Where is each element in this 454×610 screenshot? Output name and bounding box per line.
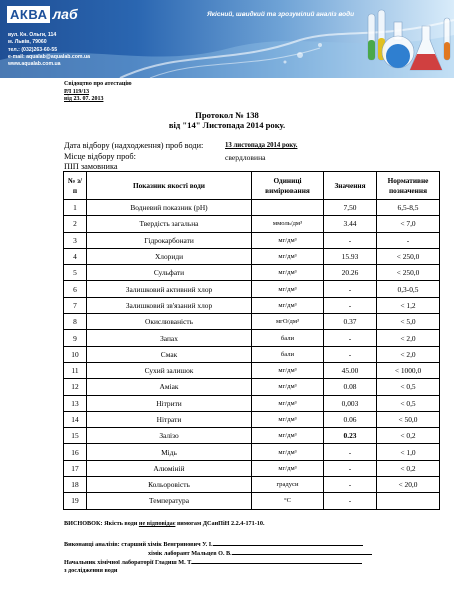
cell-value: -	[324, 460, 377, 476]
cell-number: 6	[64, 281, 87, 297]
table-row	[64, 248, 440, 264]
table-body	[64, 200, 440, 510]
slogan: Якісний, швидкий та зрозумілий аналіз води	[207, 11, 355, 18]
cell-value: 20.26	[324, 265, 377, 281]
protocol-title: Протокол № 138	[195, 110, 259, 120]
cell-unit: мг/дм³	[252, 428, 324, 444]
cell-indicator: Нітрати	[87, 411, 252, 427]
cell-unit: бали	[252, 346, 324, 362]
cell-value: -	[324, 232, 377, 248]
cell-norm: < 1,0	[377, 444, 440, 460]
cell-norm: < 7,0	[377, 216, 440, 232]
header-indicator: Показник якості води	[87, 172, 252, 200]
cell-indicator: Мідь	[87, 444, 252, 460]
cell-unit: мг/дм³	[252, 265, 324, 281]
cell-number: 5	[64, 265, 87, 281]
cell-value: -	[324, 297, 377, 313]
cell-unit: градуси	[252, 477, 324, 493]
table-row	[64, 216, 440, 232]
cell-number: 9	[64, 330, 87, 346]
table-row	[64, 362, 440, 378]
cell-indicator: Залізо	[87, 428, 252, 444]
cell-indicator: Окислюваність	[87, 314, 252, 330]
cell-unit: мг/дм³	[252, 395, 324, 411]
cell-norm: -	[377, 232, 440, 248]
table-row	[64, 460, 440, 476]
signature-line	[213, 540, 363, 546]
signature-lab-head	[64, 558, 362, 566]
address-city: м. Львів, 79060	[8, 39, 47, 46]
cell-value: 0.06	[324, 411, 377, 427]
cell-unit: мг/дм³	[252, 411, 324, 427]
cell-unit	[252, 200, 324, 216]
cell-norm: < 0,5	[377, 379, 440, 395]
cell-unit: ммоль/дм³	[252, 216, 324, 232]
cell-number: 3	[64, 232, 87, 248]
address-street: вул. Кн. Ольги, 114	[8, 32, 57, 38]
sampling-date-value: 13 листопада 2014 року.	[225, 142, 298, 149]
cell-indicator: Водневий показник (pH)	[87, 200, 252, 216]
signature-lab-head-text: Начальник хімічної лабораторії Гладиш М. Т.	[64, 559, 193, 566]
table-row	[64, 314, 440, 330]
cell-unit: мг/дм³	[252, 460, 324, 476]
cell-unit: мг/дм³	[252, 232, 324, 248]
cell-value: -	[324, 346, 377, 362]
cell-unit: мгО/дм³	[252, 314, 324, 330]
conclusion	[64, 520, 265, 527]
letterhead-banner	[0, 0, 454, 78]
website: www.aqualab.com.ua	[8, 61, 61, 68]
cell-value: 0.37	[324, 314, 377, 330]
cell-value: 45.00	[324, 362, 377, 378]
cell-value: -	[324, 477, 377, 493]
cell-indicator: Аміак	[87, 379, 252, 395]
cell-number: 15	[64, 428, 87, 444]
cell-indicator: Хлориди	[87, 248, 252, 264]
cell-norm: 6,5-8,5	[377, 200, 440, 216]
cell-norm: < 1,2	[377, 297, 440, 313]
logo-text: АКВА	[7, 6, 50, 23]
results-table	[63, 171, 440, 510]
cell-unit: мг/дм³	[252, 379, 324, 395]
header-norm: Нормативне позначення	[377, 172, 440, 200]
table-row	[64, 477, 440, 493]
cell-number: 12	[64, 379, 87, 395]
table-row	[64, 444, 440, 460]
cell-number: 17	[64, 460, 87, 476]
cell-indicator: Смак	[87, 346, 252, 362]
cell-norm: < 0,5	[377, 395, 440, 411]
cell-number: 1	[64, 200, 87, 216]
cell-norm: < 1000,0	[377, 362, 440, 378]
cell-number: 11	[64, 362, 87, 378]
table-row	[64, 346, 440, 362]
cell-number: 2	[64, 216, 87, 232]
table-row	[64, 428, 440, 444]
cell-norm: < 250,0	[377, 265, 440, 281]
cell-unit: мг/дм³	[252, 281, 324, 297]
certificate-label: Свідоцтво про атестацію	[64, 81, 132, 87]
cell-indicator: Залишковий зв'язаний хлор	[87, 297, 252, 313]
table-row	[64, 493, 440, 509]
cell-value: 0,003	[324, 395, 377, 411]
protocol-date: від "14" Листопада 2014 року.	[168, 120, 286, 130]
cell-value: 7,50	[324, 200, 377, 216]
cell-indicator: Сухий залишок	[87, 362, 252, 378]
header-units: Одиниці вимірювання	[252, 172, 324, 200]
signature-senior-chemist	[64, 540, 363, 548]
table-row	[64, 265, 440, 281]
sampling-place-value: свердловина	[225, 153, 266, 162]
cell-number: 16	[64, 444, 87, 460]
header-number: № з/п	[64, 172, 87, 200]
cell-indicator: Твердість загальна	[87, 216, 252, 232]
cell-norm: < 5,0	[377, 314, 440, 330]
conclusion-prefix: ВИСНОВОК: Якість води	[64, 520, 139, 527]
brand-logo	[7, 5, 78, 23]
table-row	[64, 232, 440, 248]
cell-norm: < 250,0	[377, 248, 440, 264]
table-row	[64, 297, 440, 313]
table-row	[64, 395, 440, 411]
table-row	[64, 330, 440, 346]
cell-unit: бали	[252, 330, 324, 346]
contact-block	[8, 32, 90, 68]
conclusion-emphasis: не відповідає	[138, 520, 176, 527]
sampling-place-label: Місце відбору проб:	[64, 152, 136, 161]
cell-value: -	[324, 493, 377, 509]
lab-flasks-icon	[360, 4, 452, 76]
cell-value: 3.44	[324, 216, 377, 232]
cell-norm: < 2,0	[377, 346, 440, 362]
cell-indicator: Нітрити	[87, 395, 252, 411]
cell-number: 8	[64, 314, 87, 330]
cell-indicator: Температура	[87, 493, 252, 509]
table-row	[64, 200, 440, 216]
table-row	[64, 379, 440, 395]
cell-indicator: Залишковий активний хлор	[87, 281, 252, 297]
cell-unit: мг/дм³	[252, 248, 324, 264]
signature-senior-chemist-text: Виконавці аналізів: старший хімік Венгринович У. І.	[64, 541, 213, 548]
cell-value: -	[324, 444, 377, 460]
cell-indicator: Алюміній	[87, 460, 252, 476]
cell-norm	[377, 493, 440, 509]
table-header-row	[64, 172, 440, 200]
table-row	[64, 411, 440, 427]
cell-indicator: Кольоровість	[87, 477, 252, 493]
cell-norm: < 0,2	[377, 460, 440, 476]
cell-number: 4	[64, 248, 87, 264]
cell-norm: < 2,0	[377, 330, 440, 346]
cell-norm: < 0,2	[377, 428, 440, 444]
table-row	[64, 281, 440, 297]
sampling-date-label: Дата відбору (надходження) проб води:	[64, 141, 204, 150]
certificate-number: РЛ 119/13	[64, 88, 90, 95]
cell-norm: 0,3-0,5	[377, 281, 440, 297]
logo-suffix: лаб	[52, 5, 78, 22]
signature-lab-chemist	[148, 549, 372, 557]
cell-indicator: Сульфати	[87, 265, 252, 281]
cell-value: -	[324, 281, 377, 297]
cell-norm: < 20,0	[377, 477, 440, 493]
customer-label: ПІП замовника	[64, 162, 118, 171]
cell-unit: мг/дм³	[252, 297, 324, 313]
email: e-mail: aqualab@aqualab.com.ua	[8, 53, 91, 60]
cell-number: 10	[64, 346, 87, 362]
cell-number: 13	[64, 395, 87, 411]
phone: тел.: (032)263-60-55	[8, 46, 58, 53]
cell-indicator: Запах	[87, 330, 252, 346]
cell-norm: < 50,0	[377, 411, 440, 427]
cell-unit: °С	[252, 493, 324, 509]
cell-value: 0.08	[324, 379, 377, 395]
cell-value: 0.23	[324, 428, 377, 444]
cell-value: 15.93	[324, 248, 377, 264]
cell-value: -	[324, 330, 377, 346]
cell-number: 7	[64, 297, 87, 313]
header-value: Значення	[324, 172, 377, 200]
certificate-date: від 23. 07. 2013	[64, 96, 104, 103]
conclusion-suffix: вимогам ДСанПіН 2.2.4-171-10.	[175, 520, 265, 527]
signature-line	[232, 549, 372, 555]
cell-unit: мг/дм³	[252, 444, 324, 460]
signature-lab-chemist-text: хімік лаборант Мальцев О. В.	[148, 550, 232, 557]
certificate-block	[64, 81, 132, 104]
cell-number: 18	[64, 477, 87, 493]
cell-number: 14	[64, 411, 87, 427]
signature-dept: з дослідження води	[64, 567, 118, 574]
cell-unit: мг/дм³	[252, 362, 324, 378]
cell-number: 19	[64, 493, 87, 509]
cell-indicator: Гідрокарбонати	[87, 232, 252, 248]
signature-line	[192, 558, 362, 564]
